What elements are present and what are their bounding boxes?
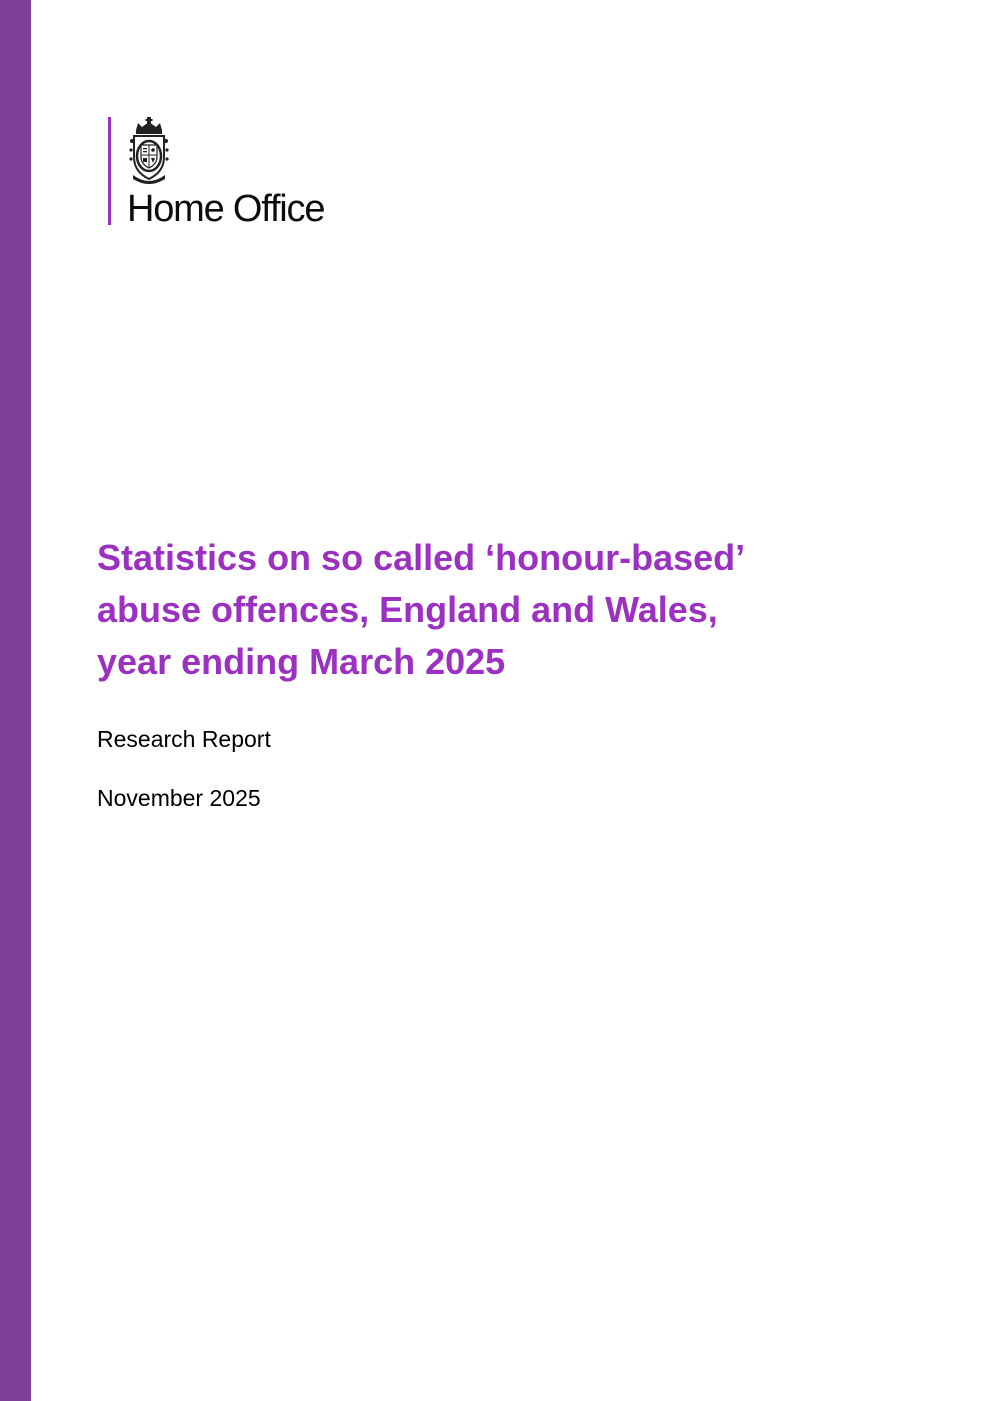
title-line: abuse offences, England and Wales, [97, 589, 718, 630]
logo-wordmark: Home Office [127, 188, 325, 230]
publication-date: November 2025 [97, 785, 261, 811]
document-title [97, 532, 917, 688]
side-color-band [0, 0, 31, 1401]
logo-divider-rule [108, 117, 111, 225]
title-line: Statistics on so called ‘honour-based’ [97, 537, 746, 578]
title-line: year ending March 2025 [97, 641, 506, 682]
royal-crest-icon [127, 117, 171, 187]
home-office-logo [108, 117, 378, 230]
report-type: Research Report [97, 726, 271, 752]
